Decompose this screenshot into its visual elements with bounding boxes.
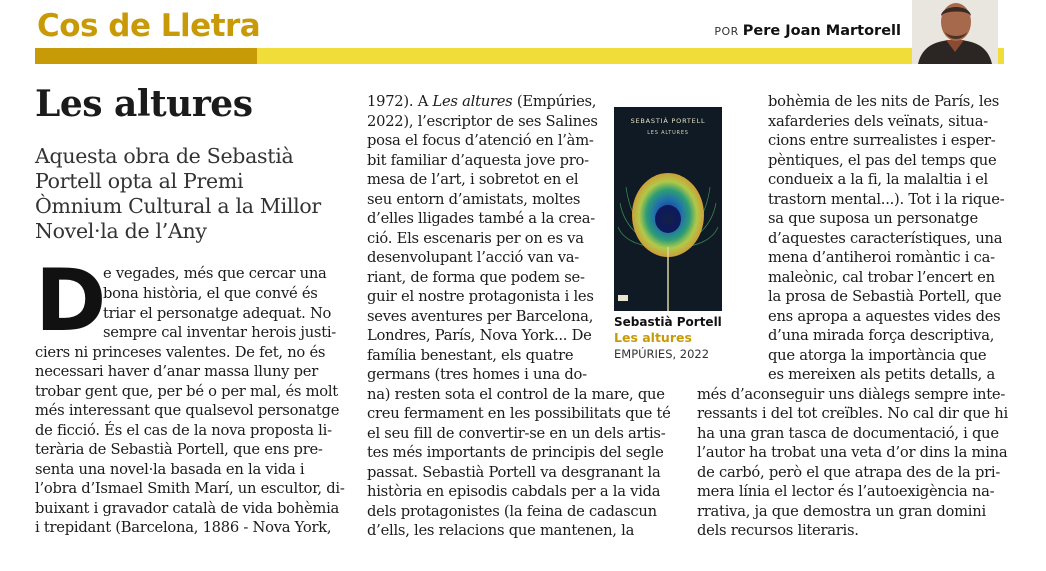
body-line: triar el personatge adequat. No bbox=[103, 305, 332, 322]
body-line: l’obra d’Ismael Smith Marí, un escultor, di- bbox=[35, 480, 345, 497]
body-line: mesa de l’art, i sobretot en el bbox=[367, 171, 579, 188]
header-band-light bbox=[257, 48, 1004, 64]
body-line: de carbó, però el que atrapa des de la pri- bbox=[697, 464, 1001, 481]
body-line: maleònic, cal trobar l’encert en bbox=[768, 269, 995, 286]
body-line: xafarderies dels veïnats, situa- bbox=[768, 113, 988, 130]
body-line: sa que suposa un personatge bbox=[768, 210, 978, 227]
book-cover bbox=[614, 107, 722, 311]
body-line: seves aventures per Barcelona, bbox=[367, 308, 594, 325]
headline: Les altures bbox=[35, 83, 253, 125]
cover-title: LES ALTURES bbox=[647, 130, 689, 136]
body-line: na) resten sota el control de la mare, que bbox=[367, 386, 665, 403]
deck-line: Portell opta al Premi bbox=[35, 169, 244, 193]
body-line: 1972). A Les altures (Empúries, bbox=[367, 93, 597, 110]
body-line: germans (tres homes i una do- bbox=[367, 366, 587, 383]
body-line: més d’aconseguir uns diàlegs sempre inte- bbox=[697, 386, 1006, 403]
body-line: que atorga la importància que bbox=[768, 347, 987, 364]
body-line: mera línia el lector és l’autoexigència na- bbox=[697, 483, 995, 500]
body-line: d’aquestes característiques, una bbox=[768, 230, 1003, 247]
byline-author: Pere Joan Martorell bbox=[742, 23, 901, 39]
body-line: bona història, el que convé és bbox=[103, 285, 318, 302]
body-line: cions entre surrealistes i esper- bbox=[768, 132, 996, 149]
body-line: trastorn mental...). Tot i la rique- bbox=[768, 191, 1005, 208]
body-line: seu entorn d’amistats, moltes bbox=[367, 191, 581, 208]
body-line: senta una novel·la basada en la vida i bbox=[35, 461, 305, 478]
body-line: ens apropa a aquestes vides des bbox=[768, 308, 1001, 325]
byline bbox=[714, 22, 901, 41]
body-line: de ficció. És el cas de la nova proposta li- bbox=[35, 422, 332, 439]
body-line: riant, de forma que podem se- bbox=[367, 269, 585, 286]
caption-author: Sebastià Portell bbox=[614, 315, 722, 329]
body-line: necessari haver d’anar massa lluny per bbox=[35, 363, 318, 380]
body-line: d’elles lligades també a la crea- bbox=[367, 210, 595, 227]
body-line: condueix a la fi, la malaltia i el bbox=[768, 171, 988, 188]
caption-publisher: EMPÚRIES, 2022 bbox=[614, 347, 710, 361]
body-line: rrativa, ja que demostra un gran domini bbox=[697, 503, 986, 520]
cover-author: SEBASTIÀ PORTELL bbox=[630, 117, 706, 125]
deck-line: Aquesta obra de Sebastià bbox=[35, 144, 294, 168]
deck bbox=[35, 144, 355, 244]
body-line: Londres, París, Nova York... De bbox=[367, 327, 592, 344]
body-line: dels recursos literaris. bbox=[697, 522, 859, 539]
drop-cap: D bbox=[35, 251, 107, 351]
body-line: mena d’antiheroi romàntic i ca- bbox=[768, 249, 995, 266]
body-line: família benestant, els quatre bbox=[367, 347, 574, 364]
byline-prefix: POR bbox=[714, 25, 739, 38]
body-line: bohèmia de les nits de París, les bbox=[768, 93, 1000, 110]
body-line: e vegades, més que cercar una bbox=[103, 265, 327, 282]
book-caption bbox=[614, 314, 722, 362]
caption-title: Les altures bbox=[614, 330, 692, 345]
body-line: creu fermament en les possibilitats que té bbox=[367, 405, 671, 422]
deck-line: Novel·la de l’Any bbox=[35, 219, 207, 243]
body-line: desenvolupant l’acció van va- bbox=[367, 249, 580, 266]
body-line: es mereixen als petits detalls, a bbox=[768, 366, 996, 383]
body-line: més interessant que qualsevol personatge bbox=[35, 402, 340, 419]
body-line: el seu fill de convertir-se en un dels artis- bbox=[367, 425, 666, 442]
body-line: l’autor ha trobat una veta d’or dins la mina bbox=[697, 444, 1008, 461]
body-line: ciers ni princeses valentes. De fet, no és bbox=[35, 344, 326, 361]
body-line: bit familiar d’aquesta jove pro- bbox=[367, 152, 589, 169]
body-line: història en episodis cabdals per a la vida bbox=[367, 483, 661, 500]
deck-line: Òmnium Cultural a la Millor bbox=[35, 194, 321, 218]
header-band-dark bbox=[35, 48, 257, 64]
body-line: pèntiques, el pas del temps que bbox=[768, 152, 997, 169]
section-title: Cos de Lletra bbox=[37, 8, 261, 44]
body-line: ha una gran tasca de documentació, i que bbox=[697, 425, 999, 442]
body-line: ressants i del tot creïbles. No cal dir que hi bbox=[697, 405, 1008, 422]
body-line: buixant i gravador català de vida bohèmia bbox=[35, 500, 340, 517]
body-line: d’una mirada força descriptiva, bbox=[768, 327, 995, 344]
body-line: posa el focus d’atenció en l’àm- bbox=[367, 132, 594, 149]
body-line: passat. Sebastià Portell va desgranant la bbox=[367, 464, 661, 481]
body-line: sempre cal inventar herois justi- bbox=[103, 324, 337, 341]
body-line: trobar gent que, per bé o per mal, és molt bbox=[35, 383, 338, 400]
body-line: la prosa de Sebastià Portell, que bbox=[768, 288, 1002, 305]
body-line: ció. Els escenaris per on es va bbox=[367, 230, 584, 247]
body-line: i trepidant (Barcelona, 1886 - Nova York, bbox=[35, 519, 332, 536]
body-line: 2022), l’escriptor de ses Salines bbox=[367, 113, 598, 130]
body-line: guir el nostre protagonista i les bbox=[367, 288, 594, 305]
body-line: tes més importants de principis del segle bbox=[367, 444, 664, 461]
body-line: dels protagonistes (la feina de cadascun bbox=[367, 503, 657, 520]
body-line: d’ells, les relacions que mantenen, la bbox=[367, 522, 635, 539]
author-portrait bbox=[912, 0, 998, 64]
body-line: terària de Sebastià Portell, que ens pre- bbox=[35, 441, 323, 458]
